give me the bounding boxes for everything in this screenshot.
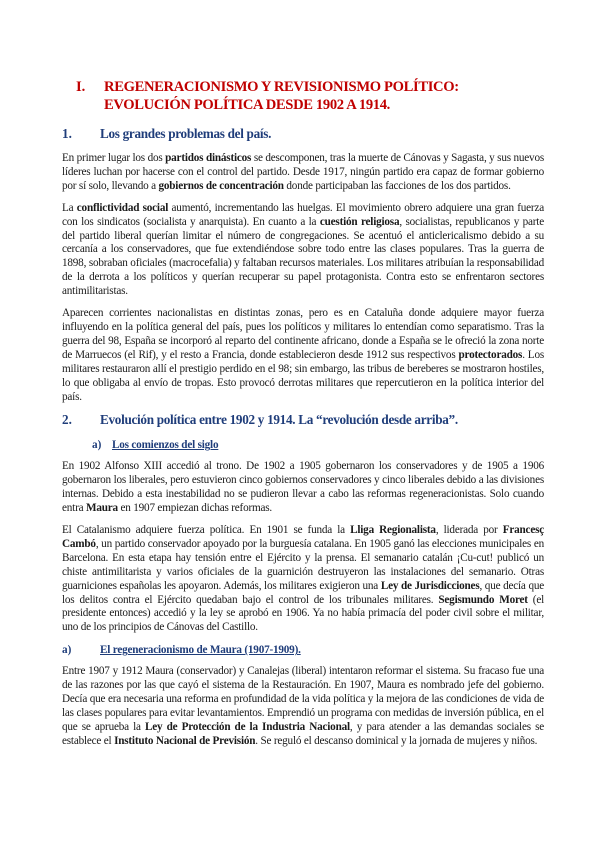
section-1-paragraph-1: En primer lugar los dos partidos dinásticos se descomponen, tras la muerte de Cánovas y Sagasta, y sus nuevos líderes luchan por hacerse con el control del partido. Desde 1917, ningún partido era capaz de formar gobierno por sí solo, llevando a gobiernos de concentración donde participaban las facciones de los dos partidos. [62, 152, 544, 192]
section-1-title: Los grandes problemas del país. [100, 126, 272, 141]
section-1-paragraph-2: La conflictividad social aumentó, incrementando las huelgas. El movimiento obrero adquiere una gran fuerza con los sindicatos (socialista y anarquista). En cuanto a la cuestión religiosa, socialistas, republicanos y parte del partido liberal querían limitar el número de congregaciones. Se acentuó el anticlericalismo debido a su cercanía a los conservadores, que fue extendiéndose sobre todo entre las clases populares. Tras la guerra de 1898, sobraban oficiales (macrocefalia) y faltaban recursos materiales. Los militares atribuían la responsabilidad de la derrota a los políticos y querían recuperar su papel protagonista. Contra esto se enfrentaron sectores antimilitaristas. [62, 201, 544, 298]
chapter-number: I. [76, 79, 86, 95]
subsection-b-number: a) [62, 644, 72, 657]
subsection-a-heading [62, 438, 544, 452]
section-1-number: 1. [62, 126, 72, 141]
chapter-heading [62, 78, 544, 114]
subsection-a-paragraph-2: El Catalanismo adquiere fuerza política. En 1901 se funda la Lliga Regionalista, liderada por Francesç Cambó, un partido conservador apoyado por la burguesía catalana. En 1905 ganó las elecciones municipales en Barcelona. En esta etapa hay tensión entre el Ejército y la prensa. El semanario catalán ¡Cu-cut! publicó un chiste antimilitarista y varios oficiales de la guarnición destruyeron las instalaciones del semanario. Otras guarniciones españolas les apoyaron. Además, los militares exigieron una Ley de Jurisdicciones, que decía que los delitos contra el Ejército quedaban bajo el control de los tribunales militares. Segismundo Moret (el presidente entonces) accedió y la ley se aprobó en 1906. Ya no había primacía del poder civil sobre el militar, uno de los principios de Cánovas del Castillo. [62, 524, 545, 634]
chapter-title: REGENERACIONISMO Y REVISIONISMO POLÍTICO: EVOLUCIÓN POLÍTICA DESDE 1902 A 1914. [104, 79, 459, 113]
subsection-b-heading [62, 643, 544, 657]
subsection-a-paragraph-1: En 1902 Alfonso XIII accedió al trono. De 1902 a 1905 gobernaron los conservadores y de 1905 a 1906 gobernaron los liberales, pero estuvieron cinco gobiernos conservadores y cinco liberales debido a las divisiones internas. Debido a esta inestabilidad no se pudieron llevar a cabo las reformas regeneracionistas. Solo cuando entra Maura en 1907 empiezan dichas reformas. [62, 460, 544, 515]
section-1-paragraph-3: Aparecen corrientes nacionalistas en distintas zonas, pero es en Cataluña donde adquiere mayor fuerza influyendo en la política general del país, pues los políticos y militares lo entendían como separatismo. Tras la guerra del 98, España se incorporó al reparto del continente africano, donde a España se le ofreció la zona norte de Marruecos (el Rif), y el resto a Francia, donde establecieron desde 1912 sus respectivos protectorados. Los militares restauraron allí el prestigio perdido en el 98; sin embargo, las tribus de bereberes se mostraron hostiles, lo que obligaba al envío de tropas. Esto provocó derrotas militares que repercutieron en la política interior del país. [62, 307, 544, 403]
section-2-number: 2. [62, 412, 72, 428]
subsection-a-title: Los comienzos del siglo [112, 439, 219, 452]
subsection-a-number: a) [92, 439, 102, 452]
subsection-b-title: El regeneracionismo de Maura (1907-1909). [100, 644, 301, 657]
section-2-title: Evolución política entre 1902 y 1914. La “revolución desde arriba”. [100, 412, 458, 428]
subsection-b-paragraph-1: Entre 1907 y 1912 Maura (conservador) y Canalejas (liberal) intentaron reformar el sistema. Su fracaso fue una de las razones por las que cayó el sistema de la Restauración. En 1907, Maura es nombrado jefe del gobierno. Decía que era necesaria una reforma en profundidad de la vida política y la mejora de las condiciones de vida de las clases populares para evitar levantamientos. Emprendió un programa con medidas de inversión pública, en el que se aprueba la Ley de Protección de la Industria Nacional, y para atender a las demandas sociales se establece el Instituto Nacional de Previsión. Se reguló el descanso dominical y la jornada de mujeres y niños. [62, 665, 544, 747]
section-2-heading [62, 412, 544, 428]
document-page [62, 78, 544, 757]
section-1-heading [62, 126, 544, 142]
